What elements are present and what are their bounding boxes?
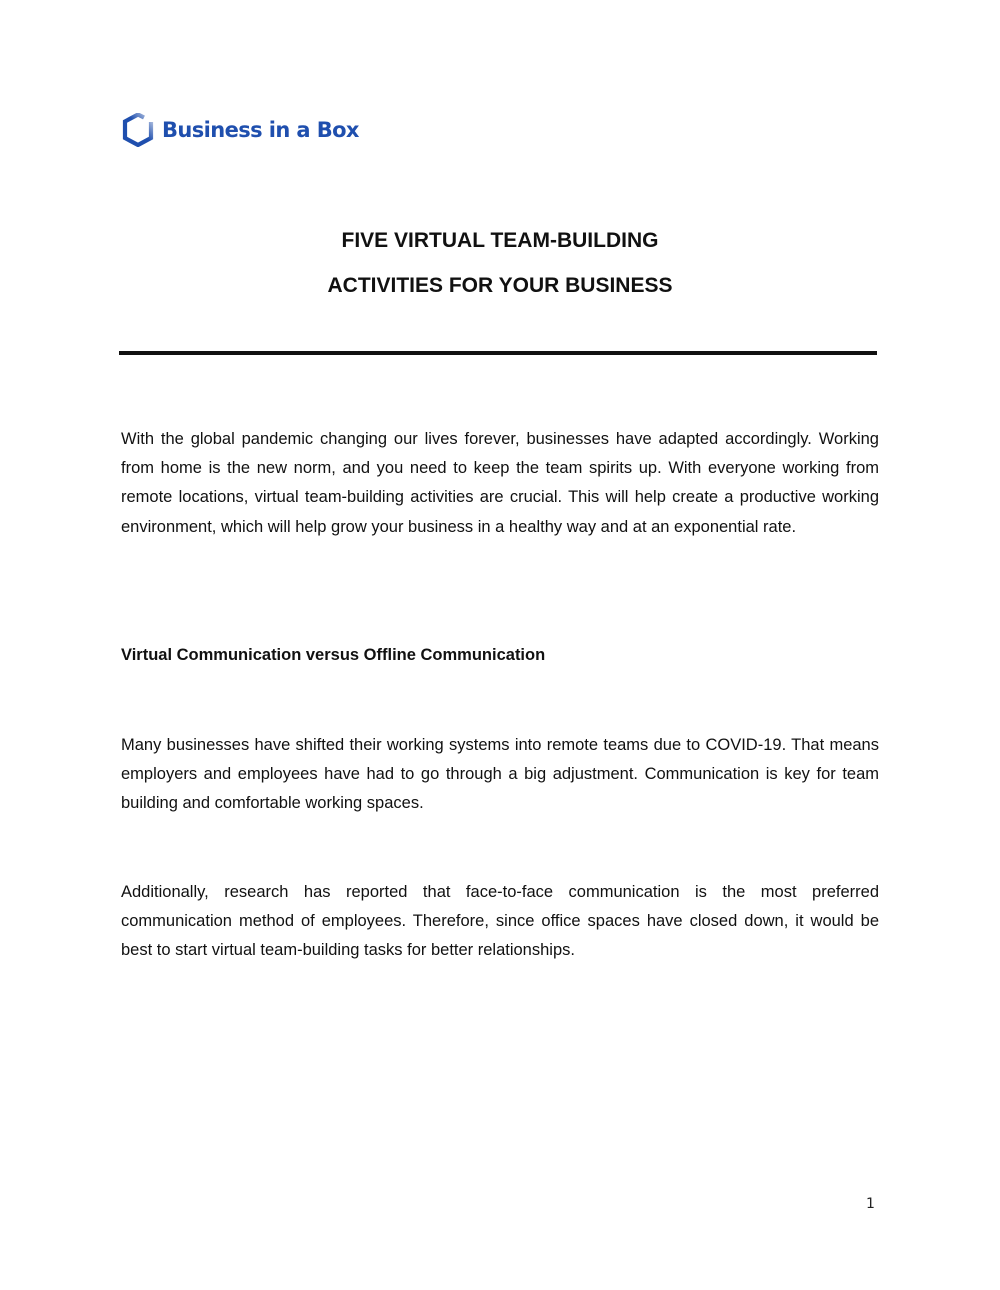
brand-name: Business in a Box <box>162 118 359 142</box>
title-divider <box>119 351 877 355</box>
body-paragraph-2: Additionally, research has reported that face-to-face communication is the most preferred communication method of employees. Therefore, since office spaces have closed down, it would be best to start virtual team-building tasks for better relationships. <box>121 883 879 960</box>
hexagon-logo-icon <box>122 113 154 147</box>
brand-logo <box>122 113 359 147</box>
page-number: 1 <box>866 1196 875 1212</box>
body-paragraph-1: Many businesses have shifted their working systems into remote teams due to COVID-19. That means employers and employees have had to go through a big adjustment. Communication is key for team building and comfortable working spaces. <box>121 736 879 813</box>
document-title-line-1: FIVE VIRTUAL TEAM-BUILDING <box>341 229 659 252</box>
document-title-line-2: ACTIVITIES FOR YOUR BUSINESS <box>327 274 673 297</box>
section-heading: Virtual Communication versus Offline Communication <box>121 646 546 664</box>
intro-paragraph: With the global pandemic changing our lives forever, businesses have adapted accordingly. Working from home is the new norm, and you need to keep the team spirits up. With everyone working from remote locations, virtual team-building activities are crucial. This will help create a productive working environment, which will help grow your business in a healthy way and at an exponential rate. <box>121 430 879 536</box>
